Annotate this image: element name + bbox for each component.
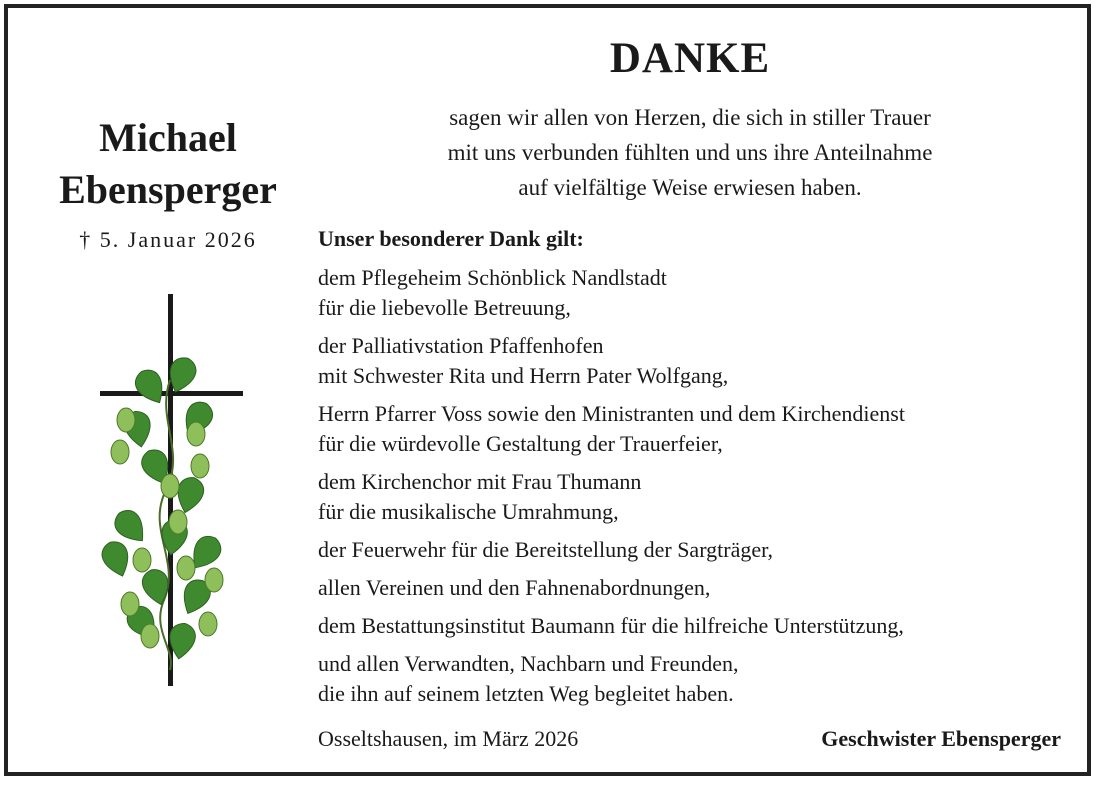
hop-cone <box>205 568 223 592</box>
thanks-entry <box>318 573 1088 603</box>
deceased-last-name: Ebensperger <box>59 167 277 212</box>
thanks-entry <box>318 467 1088 527</box>
thanks-entry-line: allen Vereinen und den Fahnenabordnungen, <box>318 575 711 600</box>
thanks-entry-line: dem Bestattungsinstitut Baumann für die hilfreiche Unterstützung, <box>318 613 904 638</box>
cross-horizontal-beam <box>100 391 243 396</box>
intro-text <box>370 100 1010 205</box>
hop-cone <box>169 510 187 534</box>
thanks-list <box>318 263 1088 717</box>
hop-cone <box>161 474 179 498</box>
hop-cone <box>111 440 129 464</box>
intro-line: sagen wir allen von Herzen, die sich in stiller Trauer <box>449 105 931 130</box>
hop-leaf <box>131 365 171 409</box>
thanks-entry <box>318 535 1088 565</box>
thanks-entry <box>318 399 1088 459</box>
thanks-entry-line: für die würdevolle Gestaltung der Trauerfeier, <box>318 431 723 456</box>
thanks-entry-line: der Feuerwehr für die Bereitstellung der Sargträger, <box>318 537 774 562</box>
hop-cone <box>133 548 151 572</box>
deceased-name <box>30 112 306 216</box>
deceased-first-name: Michael <box>99 115 237 160</box>
intro-line: mit uns verbunden fühlten und uns ihre Anteilnahme <box>447 140 933 165</box>
hop-cone <box>187 422 205 446</box>
thanks-entry <box>318 649 1088 709</box>
cross-with-hop-vine-icon <box>86 290 246 690</box>
hop-cone <box>191 454 209 478</box>
page-title: DANKE <box>609 35 771 82</box>
thanks-entry-line: die ihn auf seinem letzten Weg begleitet haben. <box>318 681 734 706</box>
place-date: Osseltshausen, im März 2026 <box>318 726 579 751</box>
hop-cone <box>117 408 135 432</box>
thanks-entry-line: für die liebevolle Betreuung, <box>318 295 571 320</box>
intro-line: auf vielfältige Weise erwiesen haben. <box>518 175 862 200</box>
thanks-entry-line: für die musikalische Umrahmung, <box>318 499 619 524</box>
hop-cone <box>199 612 217 636</box>
thanks-entry <box>318 611 1088 641</box>
thanks-entry-line: dem Kirchenchor mit Frau Thumann <box>318 469 642 494</box>
hop-cone <box>141 624 159 648</box>
signature: Geschwister Ebensperger <box>821 726 1061 751</box>
thanks-entry <box>318 263 1088 323</box>
thanks-entry-line: mit Schwester Rita und Herrn Pater Wolfgang, <box>318 363 729 388</box>
thanks-entry-line: der Palliativstation Pfaffenhofen <box>318 333 604 358</box>
death-date: † 5. Januar 2026 <box>79 227 257 252</box>
thanks-entry-line: dem Pflegeheim Schönblick Nandlstadt <box>318 265 667 290</box>
thanks-entry-line: Herrn Pfarrer Voss sowie den Ministranten und dem Kirchendienst <box>318 401 905 426</box>
hop-cone <box>177 556 195 580</box>
thanks-entry-line: und allen Verwandten, Nachbarn und Freunden, <box>318 651 739 676</box>
thanks-entry <box>318 331 1088 391</box>
hop-leaf <box>98 538 134 580</box>
thanks-heading: Unser besonderer Dank gilt: <box>318 226 584 251</box>
hop-cone <box>121 592 139 616</box>
